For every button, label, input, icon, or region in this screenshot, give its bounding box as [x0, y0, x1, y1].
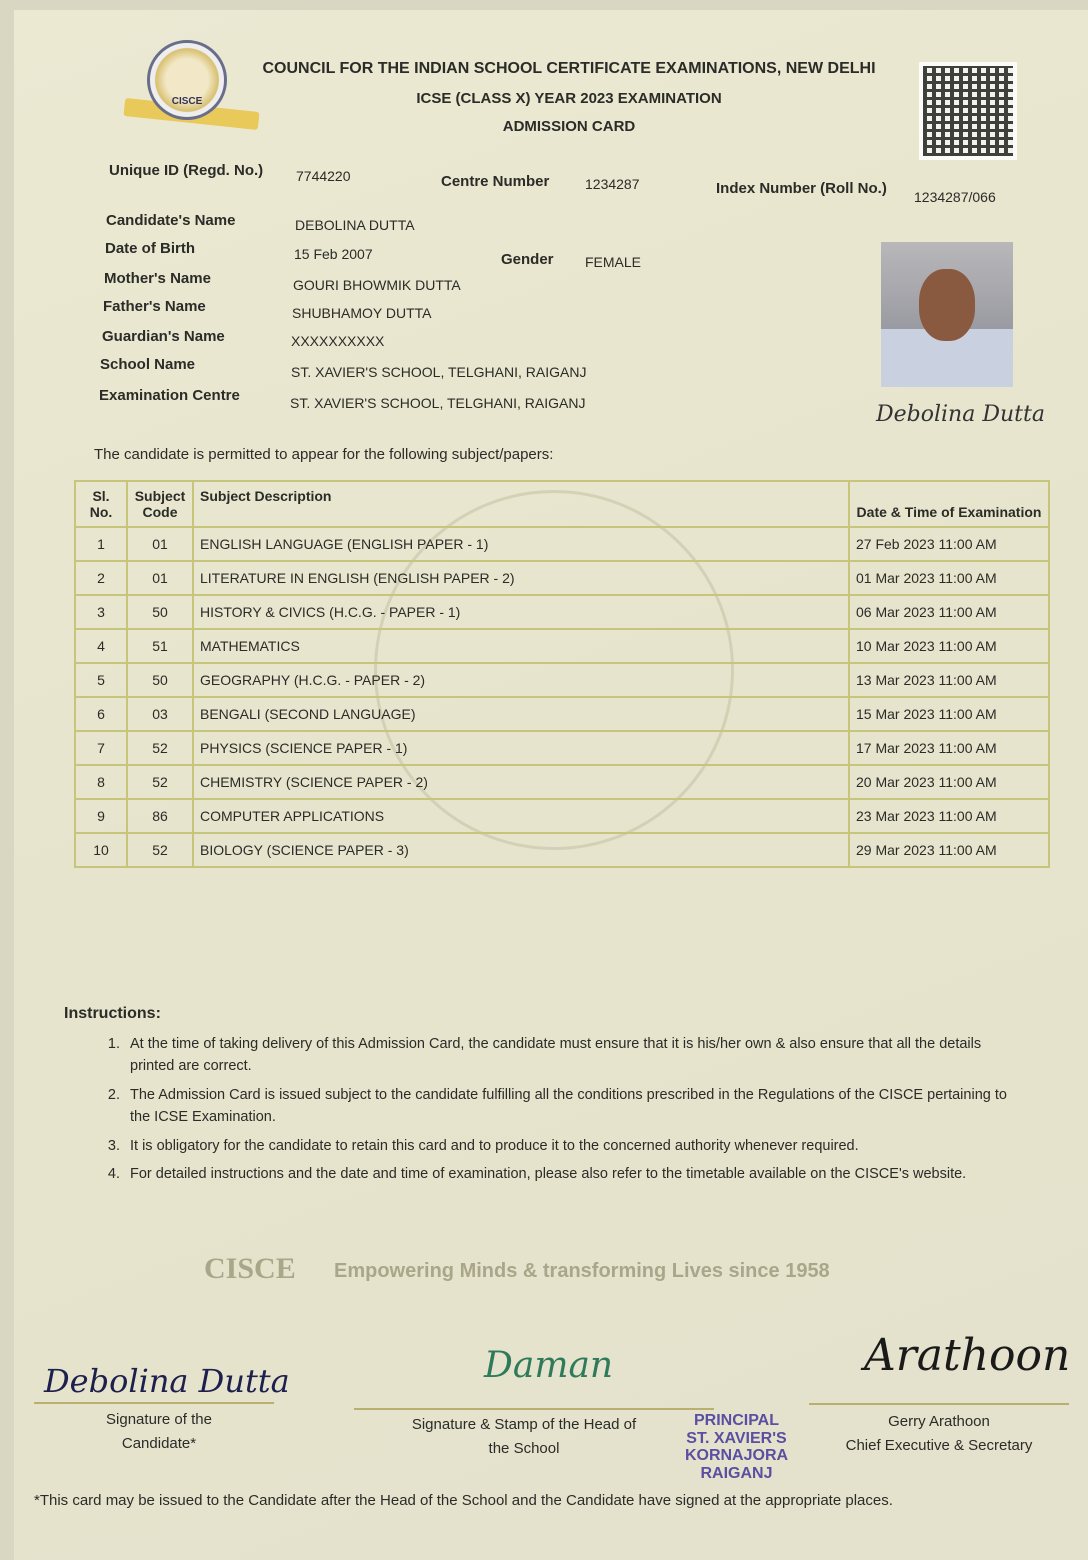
col-subject-code: Subject Code	[127, 481, 193, 527]
cell-exam-datetime: 15 Mar 2023 11:00 AM	[849, 697, 1049, 731]
exam-title: ICSE (CLASS X) YEAR 2023 EXAMINATION	[416, 90, 722, 107]
cell-subject-description: HISTORY & CIVICS (H.C.G. - PAPER - 1)	[193, 595, 849, 629]
cell-sl-no: 6	[75, 697, 127, 731]
qr-code	[919, 62, 1017, 160]
cell-subject-description: BENGALI (SECOND LANGUAGE)	[193, 697, 849, 731]
cell-subject-code: 51	[127, 629, 193, 663]
cell-subject-description: COMPUTER APPLICATIONS	[193, 799, 849, 833]
head-sig-label-1: Signature & Stamp of the Head of	[411, 1416, 637, 1433]
centre-number-label: Centre Number	[441, 173, 550, 190]
candidate-sig-line	[34, 1402, 274, 1404]
dob-label: Date of Birth	[105, 240, 195, 257]
father-label: Father's Name	[103, 298, 206, 315]
guardian-value: XXXXXXXXXX	[291, 333, 385, 349]
admission-card	[14, 10, 1088, 1560]
cell-subject-description: MATHEMATICS	[193, 629, 849, 663]
cell-exam-datetime: 23 Mar 2023 11:00 AM	[849, 799, 1049, 833]
table-row	[75, 629, 1049, 663]
cell-subject-code: 01	[127, 527, 193, 561]
candidate-sig-label-2: Candidate*	[121, 1435, 197, 1452]
cell-sl-no: 4	[75, 629, 127, 663]
cell-subject-code: 52	[127, 765, 193, 799]
instruction-item: 1. At the time of taking delivery of this Admission Card, the candidate must ensure that it is his/her own & also ensure that all the details printed are correct.	[124, 1033, 1024, 1078]
cell-subject-code: 03	[127, 697, 193, 731]
table-row	[75, 527, 1049, 561]
cell-sl-no: 2	[75, 561, 127, 595]
instruction-item: 3. It is obligatory for the candidate to retain this card and to produce it to the concerned authority whenever required.	[124, 1135, 1024, 1157]
cell-sl-no: 5	[75, 663, 127, 697]
table-row	[75, 697, 1049, 731]
exam-centre-value: ST. XAVIER'S SCHOOL, TELGHANI, RAIGANJ	[290, 395, 586, 411]
head-signature: Daman	[484, 1345, 614, 1386]
school-value: ST. XAVIER'S SCHOOL, TELGHANI, RAIGANJ	[291, 364, 587, 380]
cell-subject-description: PHYSICS (SCIENCE PAPER - 1)	[193, 731, 849, 765]
cell-subject-code: 52	[127, 833, 193, 867]
cell-exam-datetime: 06 Mar 2023 11:00 AM	[849, 595, 1049, 629]
cell-sl-no: 7	[75, 731, 127, 765]
table-row	[75, 765, 1049, 799]
ce-title: Chief Executive & Secretary	[845, 1437, 1033, 1454]
cell-subject-code: 50	[127, 595, 193, 629]
stamp-line: PRINCIPAL	[693, 1412, 780, 1429]
cell-subject-code: 52	[127, 731, 193, 765]
candidate-sig-label-1: Signature of the	[106, 1411, 212, 1428]
cell-subject-description: LITERATURE IN ENGLISH (ENGLISH PAPER - 2)	[193, 561, 849, 595]
father-value: SHUBHAMOY DUTTA	[292, 305, 432, 321]
instruction-item: 2. The Admission Card is issued subject to the candidate fulfilling all the conditions prescribed in the Regulations of the CISCE pertaining to the ICSE Examination.	[124, 1084, 1024, 1129]
cell-subject-description: CHEMISTRY (SCIENCE PAPER - 2)	[193, 765, 849, 799]
cell-subject-description: BIOLOGY (SCIENCE PAPER - 3)	[193, 833, 849, 867]
subjects-table	[74, 480, 1050, 868]
watermark-seal: CISCE	[204, 1252, 296, 1285]
cell-sl-no: 1	[75, 527, 127, 561]
cell-sl-no: 9	[75, 799, 127, 833]
index-number-label: Index Number (Roll No.)	[716, 180, 887, 197]
gender-label: Gender	[501, 251, 554, 268]
gender-value: FEMALE	[585, 254, 642, 270]
stamp-line: RAIGANJ	[700, 1464, 773, 1482]
cell-exam-datetime: 17 Mar 2023 11:00 AM	[849, 731, 1049, 765]
instruction-item: 4. For detailed instructions and the date and time of examination, please also refer to the timetable available on the CISCE's website.	[124, 1163, 1024, 1185]
ce-signature: Arathoon	[864, 1330, 1071, 1381]
cell-subject-code: 01	[127, 561, 193, 595]
name-label: Candidate's Name	[106, 212, 236, 229]
instructions	[64, 1002, 1024, 1192]
cell-exam-datetime: 20 Mar 2023 11:00 AM	[849, 765, 1049, 799]
school-stamp	[669, 1412, 804, 1482]
cisce-logo	[147, 40, 227, 120]
centre-number-value: 1234287	[585, 176, 640, 192]
index-number-value: 1234287/066	[914, 189, 996, 205]
cell-exam-datetime: 01 Mar 2023 11:00 AM	[849, 561, 1049, 595]
name-value: DEBOLINA DUTTA	[295, 217, 415, 233]
candidate-signature: Debolina Dutta	[44, 1362, 290, 1400]
cell-sl-no: 8	[75, 765, 127, 799]
photo-face	[919, 269, 975, 341]
uid-value: 7744220	[296, 168, 351, 184]
col-date-time: Date & Time of Examination	[849, 481, 1049, 527]
cell-exam-datetime: 10 Mar 2023 11:00 AM	[849, 629, 1049, 663]
mother-value: GOURI BHOWMIK DUTTA	[293, 277, 461, 293]
cell-subject-code: 50	[127, 663, 193, 697]
cell-sl-no: 3	[75, 595, 127, 629]
stamp-line: KORNAJORA	[684, 1447, 789, 1465]
col-sl-no: Sl. No.	[75, 481, 127, 527]
head-sig-label-2: the School	[488, 1440, 560, 1457]
instructions-title: Instructions:	[64, 1005, 161, 1022]
stamp-line: ST. XAVIER'S	[686, 1429, 787, 1447]
table-row	[75, 561, 1049, 595]
logo-text: CISCE	[171, 96, 203, 107]
table-row	[75, 595, 1049, 629]
candidate-photo	[881, 242, 1013, 387]
cell-exam-datetime: 13 Mar 2023 11:00 AM	[849, 663, 1049, 697]
table-row	[75, 799, 1049, 833]
ce-sig-line	[809, 1403, 1069, 1405]
dob-value: 15 Feb 2007	[294, 246, 373, 262]
candidate-sig-label	[74, 1408, 244, 1456]
col-subject-description: Subject Description	[193, 481, 849, 527]
table-row	[75, 663, 1049, 697]
cell-exam-datetime: 29 Mar 2023 11:00 AM	[849, 833, 1049, 867]
cell-subject-description: GEOGRAPHY (H.C.G. - PAPER - 2)	[193, 663, 849, 697]
school-label: School Name	[100, 356, 196, 373]
cell-sl-no: 10	[75, 833, 127, 867]
head-sig-line	[354, 1408, 714, 1410]
guardian-label: Guardian's Name	[102, 328, 225, 345]
council-title: COUNCIL FOR THE INDIAN SCHOOL CERTIFICATE EXAMINATIONS, NEW DELHI	[262, 60, 876, 77]
exam-centre-label: Examination Centre	[99, 387, 240, 404]
card-title: ADMISSION CARD	[502, 118, 636, 135]
permitted-text: The candidate is permitted to appear for the following subject/papers:	[94, 446, 554, 463]
ce-sig-label	[814, 1410, 1064, 1458]
uid-label: Unique ID (Regd. No.)	[109, 162, 264, 179]
watermark-tagline: Empowering Minds & transforming Lives since 1958	[334, 1260, 830, 1282]
photo-signature: Debolina Dutta	[876, 402, 1045, 427]
cell-subject-code: 86	[127, 799, 193, 833]
ce-name: Gerry Arathoon	[888, 1413, 990, 1430]
mother-label: Mother's Name	[104, 270, 211, 287]
cell-subject-description: ENGLISH LANGUAGE (ENGLISH PAPER - 1)	[193, 527, 849, 561]
head-sig-label	[384, 1413, 664, 1461]
cell-exam-datetime: 27 Feb 2023 11:00 AM	[849, 527, 1049, 561]
table-row	[75, 833, 1049, 867]
table-row	[75, 731, 1049, 765]
footnote: *This card may be issued to the Candidate after the Head of the School and the Candidate have signed at the appropriate places.	[34, 1492, 893, 1509]
